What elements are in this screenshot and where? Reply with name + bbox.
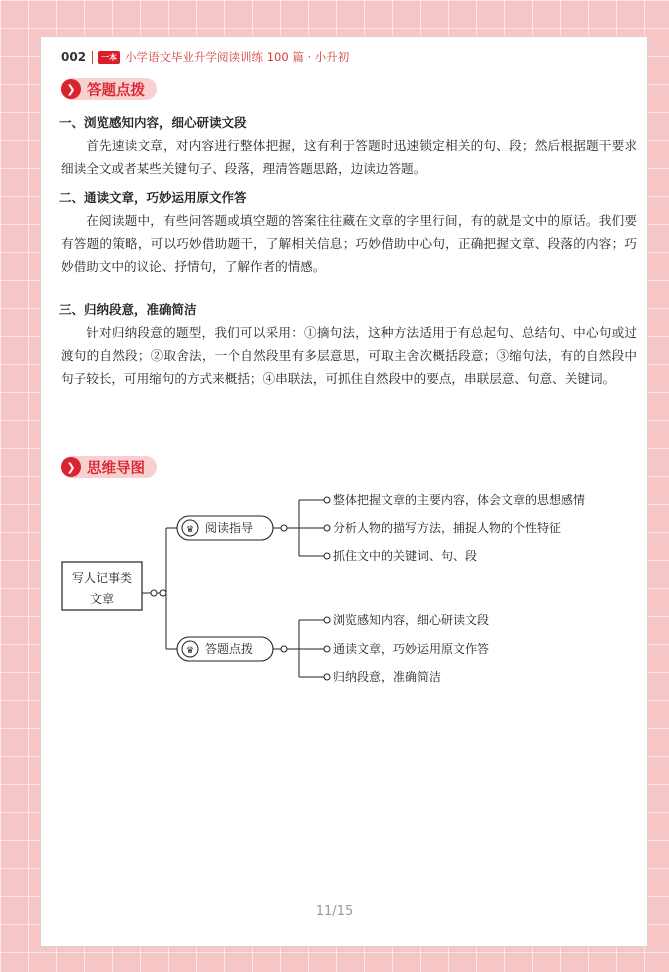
leaf-dot (324, 674, 330, 680)
mind-map (41, 37, 647, 946)
section-title-label: 思维导图 (87, 460, 145, 477)
connector-dot (281, 525, 287, 531)
branch-label-1: 阅读指导 (205, 521, 254, 535)
page-number: 002 (61, 50, 87, 64)
tip-heading-2: 二、通读文章，巧妙运用原文作答 (59, 190, 247, 205)
mind-map-root-line1: 写人记事类 (71, 571, 133, 585)
mind-map-root-line2: 文章 (89, 592, 115, 606)
leaf-text: 抓住文中的关键词、句、段 (333, 549, 478, 563)
leaf-text: 分析人物的描写方法，捕捉人物的个性特征 (333, 521, 562, 535)
connector-dot (160, 590, 166, 596)
book-title: 小学语文毕业升学阅读训练 100 篇 · 小升初 (125, 50, 350, 64)
brand-logo: 一本 (98, 51, 120, 64)
tip-heading-3: 三、归纳段意，准确简洁 (59, 302, 197, 317)
chevron-right-icon: ❯ (61, 79, 81, 99)
crown-icon: ♛ (185, 525, 195, 535)
pager: 11/15 (315, 904, 354, 919)
leaf-text: 整体把握文章的主要内容，体会文章的思想感情 (333, 493, 586, 507)
leaf-dot (324, 646, 330, 652)
branch-label-2: 答题点拨 (205, 642, 254, 656)
leaf-dot (324, 525, 330, 531)
tip-paragraph-2: 在阅读题中，有些问答题或填空题的答案往往藏在文章的字里行间，有的就是文中的原话。我们要有答题的策略，可以巧妙借助题干，了解相关信息；巧妙借助中心句，正确把握文章、段落的内容；巧妙借助文中的议论、抒情句，了解作者的情感。 (61, 213, 637, 274)
tip-paragraph-3: 针对归纳段意的题型，我们可以采用：①摘句法，这种方法适用于有总起句、总结句、中心句或过渡句的自然段；②取舍法，一个自然段里有多层意思，可取主舍次概括段意；③缩句法，有的自然段中句子较长，可用缩句的方式来概括；④串联法，可抓住自然段中的要点，串联层意、句意、关键词。 (61, 325, 637, 386)
leaf-dot (324, 553, 330, 559)
leaf-dot (324, 617, 330, 623)
book-page (40, 36, 648, 947)
tip-paragraph-1: 首先速读文章，对内容进行整体把握，这有利于答题时迅速锁定相关的句、段；然后根据题干要求细读全文或者某些关键句子、段落，理清答题思路，边读边答题。 (61, 138, 637, 176)
leaf-text: 归纳段意，准确简洁 (333, 670, 442, 684)
leaf-dot (324, 497, 330, 503)
chevron-right-icon: ❯ (61, 457, 81, 477)
leaf-text: 浏览感知内容，细心研读文段 (333, 613, 490, 627)
crown-icon: ♛ (185, 646, 195, 656)
section-title-label: 答题点拨 (87, 82, 145, 99)
leaf-text: 通读文章，巧妙运用原文作答 (333, 642, 490, 656)
tip-heading-1: 一、浏览感知内容，细心研读文段 (59, 115, 247, 130)
connector-dot (281, 646, 287, 652)
connector-dot (151, 590, 157, 596)
